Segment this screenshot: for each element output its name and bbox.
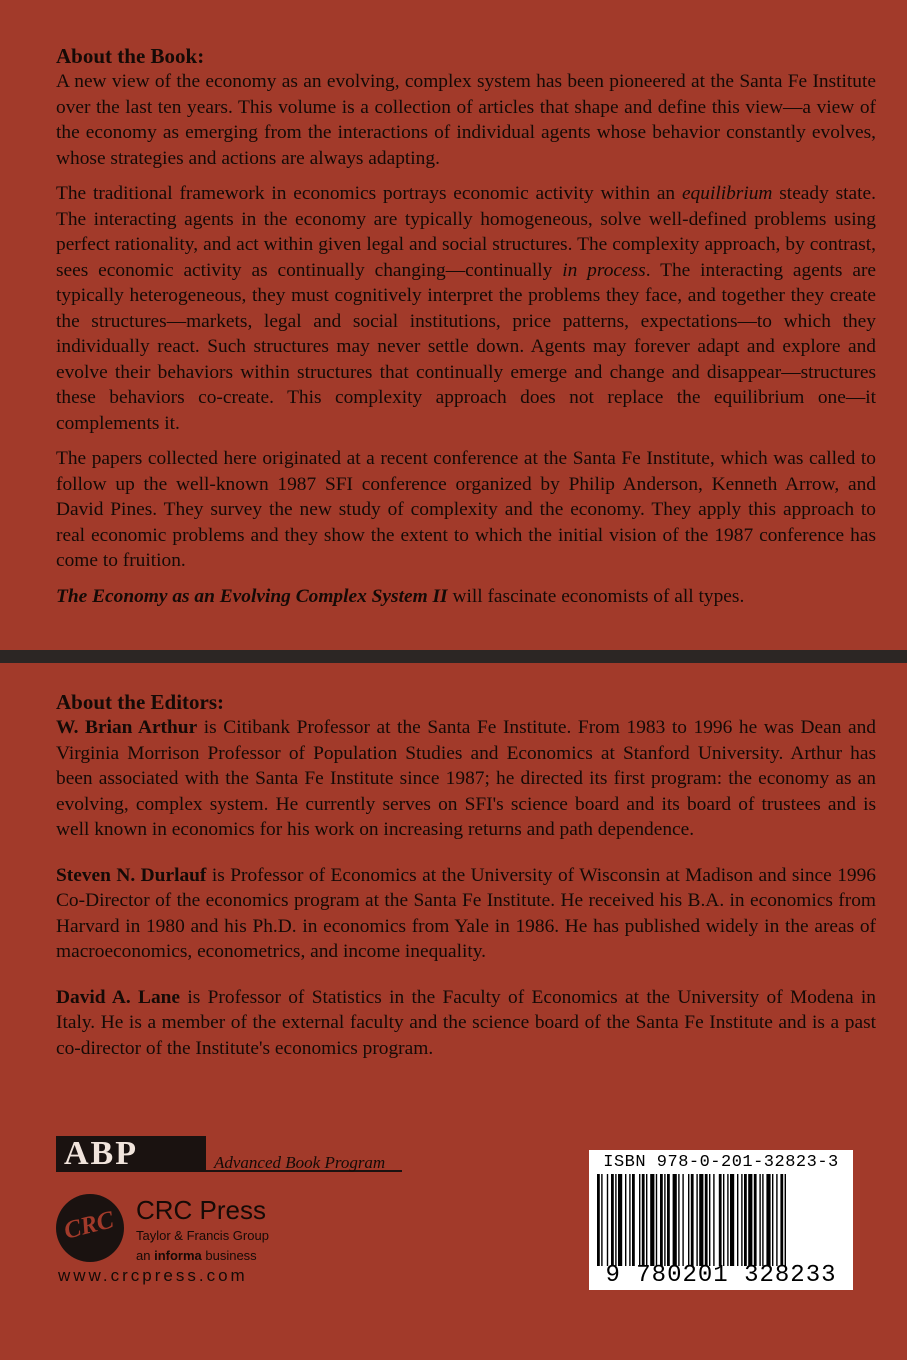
p2-text-c: . The interacting agents are typically heterogeneous, they must cognitively interpret the problems they face, and together they create the structures—markets, legal and social institutions, price patterns, expectations—to which they individually react. Such structures may never settle down. Agents may forever adapt and explore and evolve their behaviors within structures that continually emerge and change and disappear—structures these behaviors co-create. This complexity approach does not replace the equilibrium one—it complements it.	[56, 259, 877, 434]
editor-name-durlauf: Steven N. Durlauf	[56, 864, 207, 886]
editor-bio-lane	[56, 985, 876, 1062]
barcode-bar	[719, 1174, 722, 1266]
p2-emphasis-in-process: in process	[562, 259, 646, 281]
crc-group: Taylor & Francis Group	[136, 1228, 269, 1243]
editor-name-lane: David A. Lane	[56, 986, 181, 1008]
barcode-bar	[625, 1174, 626, 1266]
barcode-bar	[673, 1174, 677, 1266]
crc-business	[136, 1248, 257, 1263]
editor-text-durlauf: is Professor of Economics at the University of Wisconsin at Madison and since 1996 Co-Director of the economics program at the Santa Fe Institute. He received his B.A. in economics from Harvard in 1980 and his Ph.D. in economics from Yale in 1986. He has published widely in the areas of macroeconomics, econometrics, and income inequality.	[56, 864, 876, 962]
about-book-heading: About the Book:	[56, 44, 205, 68]
barcode-bar	[650, 1174, 654, 1266]
barcode-bar	[705, 1174, 708, 1266]
barcode-bar	[744, 1174, 747, 1266]
barcode-bar	[727, 1174, 728, 1266]
barcode-bar	[660, 1174, 663, 1266]
barcode-bar	[639, 1174, 640, 1266]
barcode-bar	[737, 1174, 738, 1266]
about-book-paragraph-3: The papers collected here originated at a recent conference at the Santa Fe Institute, which was called to follow up the well-known 1987 SFI conference organized by Philip Anderson, Kenneth Arrow, and David Pines. They survey the new study of complexity and the economy. They apply this approach to real economic problems and they show the extent to which the initial vision of the 1987 conference has come to fruition.	[56, 448, 876, 571]
barcode-bar	[642, 1174, 645, 1266]
abp-label: Advanced Book Program	[214, 1153, 386, 1172]
about-book-paragraph-2	[56, 181, 876, 436]
isbn-label: ISBN 978-0-201-32823-3	[603, 1153, 839, 1172]
barcode-bar	[629, 1174, 630, 1266]
section-divider	[0, 650, 907, 663]
crc-business-informa: informa	[154, 1248, 202, 1263]
p2-text-a: The traditional framework in economics portrays economic activity within an	[56, 183, 682, 204]
barcode-bar	[688, 1174, 689, 1266]
barcode-bar	[601, 1174, 602, 1266]
about-book-paragraph-4	[56, 584, 876, 610]
barcode-bar	[754, 1174, 757, 1266]
barcode-bar	[618, 1174, 622, 1266]
barcode-bar	[759, 1174, 760, 1266]
barcode-bar	[699, 1174, 703, 1266]
barcode-bar	[611, 1174, 614, 1266]
p2-text-b: steady state. The interacting agents in the economy are typically homogeneous, solve well-defined problems using perfect rationality, and act within given legal and social structures. The complexity approach, by contrast, sees economic activity as continually changing—continually	[56, 183, 876, 281]
crc-business-c: business	[201, 1248, 257, 1263]
crc-logo-icon	[56, 1194, 124, 1262]
abp-logo: ABP	[56, 1136, 206, 1172]
barcode-bar	[713, 1174, 714, 1266]
barcode-bar	[741, 1174, 742, 1266]
barcode-bars	[597, 1174, 845, 1266]
barcode-bar	[780, 1174, 783, 1266]
editor-name-arthur: W. Brian Arthur	[56, 717, 198, 738]
barcode-bar	[776, 1174, 777, 1266]
barcode-bar	[607, 1174, 608, 1266]
barcode-bar	[597, 1174, 600, 1266]
editor-text-lane: is Professor of Statistics in the Faculty of Economics at the University of Modena in Italy. He is a member of the external faculty and the science board of the Santa Fe Institute and is a past co-director of the Institute's economics program.	[56, 986, 877, 1059]
barcode-bar	[762, 1174, 763, 1266]
barcode-bar	[766, 1174, 770, 1266]
crc-logo-text: CRC	[61, 1206, 117, 1245]
p4-text: will fascinate economists of all types.	[447, 585, 745, 607]
about-book-paragraph-1: A new view of the economy as an evolving, complex system has been pioneered at the Santa Fe Institute over the last ten years. This volume is a collection of articles that shape and define this view—a view of the economy as emerging from the interactions of individual agents whose behavior constantly evolves, whose strategies and actions are always adapting.	[56, 71, 876, 169]
about-editors-section	[56, 690, 876, 1061]
barcode-bar	[632, 1174, 635, 1266]
editor-bio-arthur	[56, 715, 876, 843]
barcode-bar	[664, 1174, 665, 1266]
barcode-bar	[748, 1174, 752, 1266]
barcode-bar	[772, 1174, 773, 1266]
crc-url: www.crcpress.com	[58, 1266, 248, 1285]
barcode	[589, 1150, 853, 1290]
barcode-bar	[696, 1174, 697, 1266]
crc-business-a: an	[136, 1248, 155, 1263]
barcode-bar	[691, 1174, 694, 1266]
barcode-bar	[709, 1174, 710, 1266]
about-book-section	[56, 44, 876, 609]
barcode-digits: 9 780201 328233	[605, 1262, 837, 1289]
barcode-bar	[656, 1174, 657, 1266]
editor-text-arthur: is Citibank Professor at the Santa Fe Institute. From 1983 to 1996 he was Dean and Virginia Morrison Professor of Population Studies and Economics at Stanford University. Arthur has been associated with the Santa Fe Institute since 1987; he directed its first program: the economy as an evolving, complex system. He currently serves on SFI's science board and its board of trustees and is well known in economics for his work on increasing returns and path dependence.	[56, 717, 876, 840]
about-editors-heading: About the Editors:	[56, 690, 225, 714]
barcode-bar	[723, 1174, 724, 1266]
barcode-bar	[667, 1174, 670, 1266]
barcode-bar	[682, 1174, 683, 1266]
barcode-bar	[678, 1174, 679, 1266]
barcode-bar	[615, 1174, 616, 1266]
barcode-bar	[646, 1174, 647, 1266]
book-title-reference: The Economy as an Evolving Complex System II	[56, 585, 448, 607]
p2-emphasis-equilibrium: equilibrium	[681, 183, 773, 204]
crc-press-name: CRC Press	[136, 1195, 267, 1225]
barcode-bar	[785, 1174, 786, 1266]
barcode-bar	[730, 1174, 734, 1266]
editor-bio-durlauf	[56, 863, 876, 965]
